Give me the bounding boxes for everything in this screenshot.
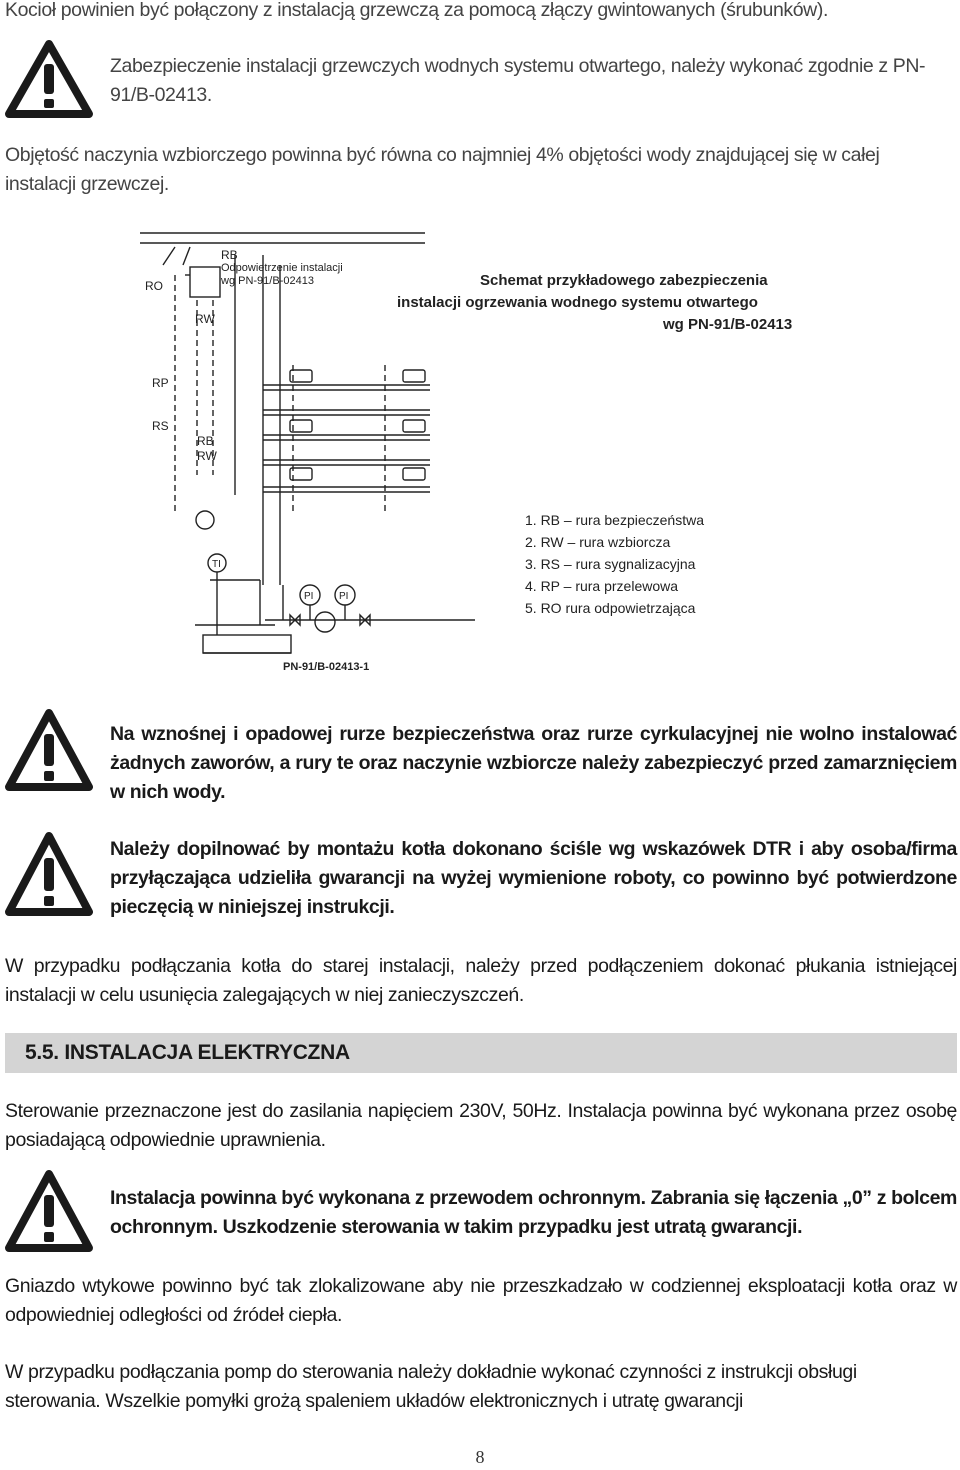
diagram-label-rw2: RW [197, 449, 217, 463]
diagram-label-pi2: PI [339, 591, 349, 602]
diagram-label-rb2: RB [197, 434, 214, 448]
warning-icon [3, 1168, 95, 1256]
diagram-label-code: PN-91/B-02413-1 [283, 661, 370, 673]
diagram-title-line1: Schemat przykładowego zabezpieczenia [480, 272, 768, 289]
paragraph-old-installation: W przypadku podłączania kotła do starej instalacji, należy przed podłączeniem dokonać płukania istniejącej instalacji w celu usunięcia zalegających w niej zanieczyszczeń. [5, 955, 957, 1006]
diagram-label-ti: TI [212, 559, 221, 570]
warning-icon [3, 830, 95, 920]
open-system-safety-diagram [135, 225, 835, 675]
warning-icon [3, 707, 95, 795]
diagram-label-vent1: Odpowietrzenie instalacji [221, 262, 343, 274]
warning-no-valves: Na wznośnej i opadowej rurze bezpieczeństwa oraz rurze cyrkulacyjnej nie wolno instalować żadnych zaworów, a rury te oraz naczynie wzbiorcze należy zabezpieczyć przed zamarznięciem w nich wody. [110, 723, 957, 803]
warning-protective-wire: Instalacja powinna być wykonana z przewodem ochronnym. Zabrania się łączenia „0” z bolcem ochronnym. Uszkodzenie sterowania w takim przypadku jest utratą gwarancji. [110, 1187, 957, 1238]
diagram-title-line3: wg PN-91/B-02413 [663, 316, 793, 333]
paragraph-connection: Kocioł powinien być połączony z instalacją grzewczą za pomocą złączy gwintowanych (śrubunków). [5, 0, 828, 21]
warning-icon [3, 38, 95, 120]
legend-item-1: 1. RB – rura bezpieczeństwa [525, 512, 704, 528]
diagram-label-ro: RO [145, 279, 163, 293]
diagram-label-vent2: wg PN-91/B-02413 [221, 275, 314, 287]
legend-item-4: 4. RP – rura przelewowa [525, 578, 679, 594]
paragraph-socket-location: Gniazdo wtykowe powinno być tak zlokalizowane aby nie przeszkadzało w codziennej eksploatacji kotła oraz w odpowiedniej odległości od źródeł ciepła. [5, 1275, 957, 1326]
page-number: 8 [475, 1447, 485, 1467]
diagram-label-rs: RS [152, 419, 169, 433]
legend-item-3: 3. RS – rura sygnalizacyjna [525, 556, 696, 572]
legend-item-2: 2. RW – rura wzbiorcza [525, 534, 671, 550]
paragraph-expansion-vessel: Objętość naczynia wzbiorczego powinna być równa co najmniej 4% objętości wody znajdującej się w całej instalacji grzewczej. [5, 144, 880, 195]
diagram-title-line2: instalacji ogrzewania wodnego systemu otwartego [397, 294, 758, 311]
diagram-label-rw-top: RW [195, 312, 215, 326]
warning-open-system: Zabezpieczenie instalacji grzewczych wodnych systemu otwartego, należy wykonać zgodnie z PN-91/B-02413. [110, 55, 926, 106]
warning-installation-warranty: Należy dopilnować by montażu kotła dokonano ściśle wg wskazówek DTR i aby osoba/firma przyłączająca udzieliła gwarancji na wyżej wymienione roboty, co powinno być potwierdzone pieczęcią w niniejszej instrukcji. [110, 838, 957, 918]
paragraph-power-supply: Sterowanie przeznaczone jest do zasilania napięciem 230V, 50Hz. Instalacja powinna być wykonana przez osobę posiadającą odpowiednie uprawnienia. [5, 1100, 957, 1151]
diagram-label-rb: RB [221, 248, 238, 262]
section-title: 5.5. INSTALACJA ELEKTRYCZNA [25, 1041, 350, 1064]
section-header [5, 1033, 957, 1073]
diagram-label-pi1: PI [304, 591, 314, 602]
diagram-label-rp: RP [152, 376, 169, 390]
legend-item-5: 5. RO rura odpowietrzająca [525, 600, 696, 616]
paragraph-pumps: W przypadku podłączania pomp do sterowania należy dokładnie wykonać czynności z instrukcji obsługi sterowania. Wszelkie pomyłki grożą spaleniem układów elektronicznych i utratę gwarancji [5, 1361, 857, 1412]
